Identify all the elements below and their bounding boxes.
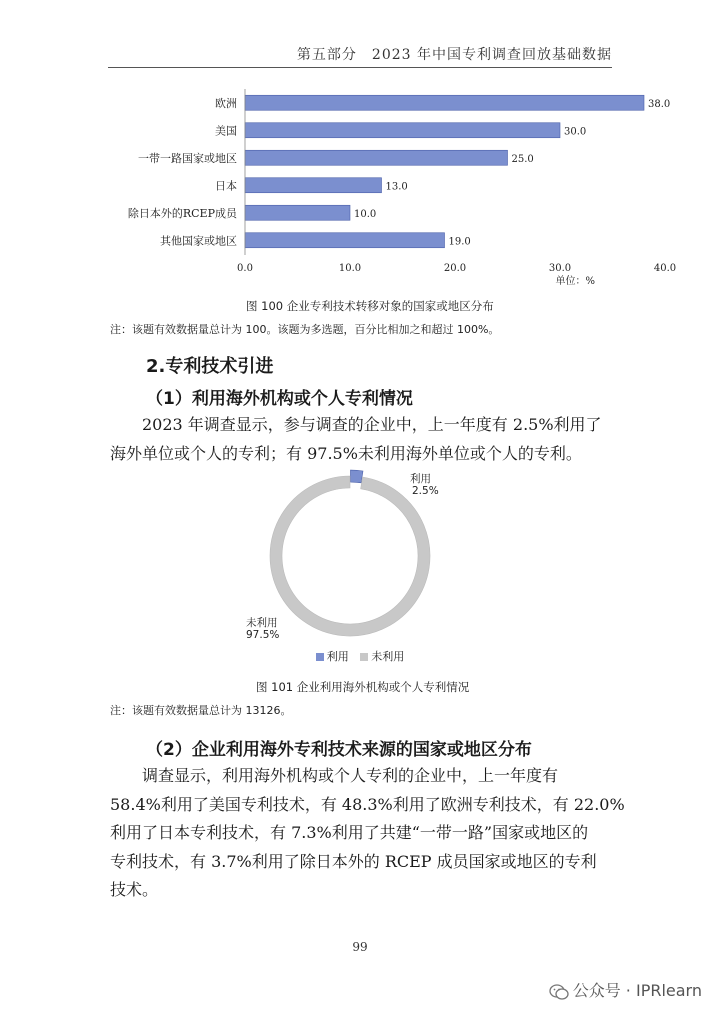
watermark-text: 公众号 · IPRlearn — [572, 981, 702, 1000]
donut-slice — [270, 476, 430, 636]
donut-label-unused: 未利用 — [246, 617, 278, 629]
bar — [245, 95, 644, 110]
bar-value-label: 25.0 — [511, 153, 534, 165]
header-rule — [108, 67, 612, 68]
bar-value-label: 19.0 — [448, 236, 471, 248]
figure-100-note: 注：该题有效数据量总计为 100。该题为多选题，百分比相加之和超过 100%。 — [110, 323, 500, 336]
bar — [245, 178, 382, 193]
bar — [245, 150, 508, 165]
bar-value-label: 38.0 — [648, 98, 671, 110]
paragraph-1-line: 2023 年调查显示，参与调查的企业中，上一年度有 2.5%利用了 — [142, 415, 602, 434]
figure-101-note: 注：该题有效数据量总计为 13126。 — [110, 704, 292, 717]
paragraph-2-line: 利用了日本专利技术，有 7.3%利用了共建“一带一路”国家或地区的 — [110, 823, 589, 842]
bar-value-label: 13.0 — [385, 181, 408, 193]
page-header: 第五部分 2023 年中国专利调查回放基础数据 — [296, 47, 612, 63]
bar — [245, 205, 350, 220]
bar-category-label: 除日本外的RCEP成员 — [127, 206, 237, 220]
bar-category-label: 一带一路国家或地区 — [138, 151, 237, 165]
donut-chart-figure-101 — [220, 466, 500, 666]
paragraph-1-line: 海外单位或个人的专利；有 97.5%未利用海外单位或个人的专利。 — [110, 443, 582, 463]
page-number: 99 — [352, 940, 368, 954]
x-tick-label: 0.0 — [237, 263, 253, 274]
subsection-heading-1: （1）利用海外机构或个人专利情况 — [146, 389, 413, 409]
watermark — [549, 978, 702, 1001]
donut-label-used-pct: 2.5% — [412, 485, 439, 497]
legend-swatch-used — [316, 653, 324, 661]
bar-value-label: 10.0 — [354, 208, 377, 220]
x-tick-label: 40.0 — [653, 263, 677, 274]
subsection-heading-2: （2）企业利用海外专利技术来源的国家或地区分布 — [146, 740, 532, 760]
bar-value-label: 30.0 — [564, 126, 587, 138]
paragraph-2 — [110, 762, 625, 905]
bar-category-label: 欧洲 — [215, 96, 237, 110]
donut-label-used: 利用 — [410, 473, 431, 485]
paragraph-2-line: 调查显示，利用海外机构或个人专利的企业中，上一年度有 — [142, 766, 559, 785]
legend-label-unused: 未利用 — [371, 650, 405, 663]
legend-swatch-unused — [360, 653, 368, 661]
x-tick-label: 30.0 — [548, 263, 572, 274]
figure-101-caption: 图 101 企业利用海外机构或个人专利情况 — [256, 680, 470, 694]
bar-category-label: 其他国家或地区 — [160, 234, 237, 248]
figure-100-caption: 图 100 企业专利技术转移对象的国家或地区分布 — [246, 299, 494, 313]
legend-item-unused — [360, 648, 404, 664]
paragraph-2-line: 专利技术，有 3.7%利用了除日本外的 RCEP 成员国家或地区的专利 — [110, 851, 597, 871]
section-heading: 2.专利技术引进 — [146, 356, 274, 377]
bar — [245, 123, 560, 138]
donut-label-unused-pct: 97.5% — [246, 629, 280, 641]
bar-chart-figure-100 — [100, 85, 677, 295]
bar-category-label: 美国 — [215, 124, 237, 138]
wechat-icon — [549, 984, 569, 1000]
paragraph-1 — [110, 411, 610, 468]
bar-category-label: 日本 — [215, 179, 237, 193]
bar — [245, 233, 445, 248]
donut-slice — [350, 470, 363, 483]
x-tick-label: 10.0 — [338, 263, 362, 274]
bar-chart-unit-label: 单位：% — [555, 276, 595, 287]
paragraph-2-line: 技术。 — [110, 880, 159, 899]
legend-label-used: 利用 — [326, 650, 349, 663]
donut-legend — [0, 648, 720, 664]
paragraph-2-line: 58.4%利用了美国专利技术，有 48.3%利用了欧洲专利技术，有 22.0% — [110, 794, 625, 814]
legend-item-used — [316, 648, 349, 664]
x-tick-label: 20.0 — [443, 263, 467, 274]
